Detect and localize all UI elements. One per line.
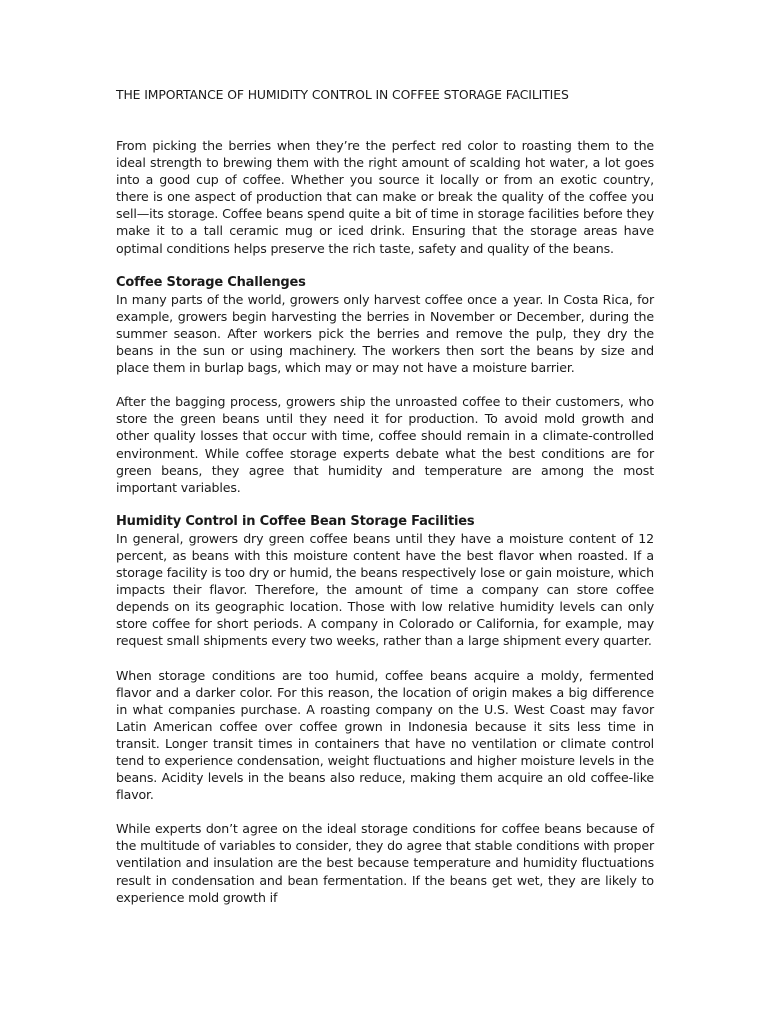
- section-heading-storage-challenges: Coffee Storage Challenges: [116, 274, 306, 290]
- document-title: THE IMPORTANCE OF HUMIDITY CONTROL IN COFFEE STORAGE FACILITIES: [116, 87, 569, 102]
- paragraph-bagging: After the bagging process, growers ship the unroasted coffee to their customers, who store the green beans until they need it for production. To avoid mold growth and other quality losses that occur with time, coffee should remain in a climate-controlled environment. While coffee storage experts debate what the best conditions are for green beans, they agree that humidity and temperature are among the most important variables.: [116, 394, 654, 495]
- paragraph-moisture-content: In general, growers dry green coffee beans until they have a moisture content of 12 percent, as beans with this moisture content have the best flavor when roasted. If a storage facility is too dry or humid, the beans respectively lose or gain moisture, which impacts their flavor. Therefore, the amount of time a company can store coffee depends on its geographic location. Those with low relative humidity levels can only store coffee for short periods. A company in Colorado or California, for example, may request small shipments every two weeks, rather than a large shipment every quarter.: [116, 530, 654, 649]
- document-page: [116, 86, 654, 906]
- paragraph-harvest: In many parts of the world, growers only harvest coffee once a year. In Costa Rica, for example, growers begin harvesting the berries in November or December, during the summer season. After workers pick the berries and remove the pulp, they dry the beans in the sun or using machinery. The workers then sort the beans by size and place them in burlap bags, which may or may not have a moisture barrier.: [116, 291, 654, 376]
- paragraph-humid-conditions: When storage conditions are too humid, coffee beans acquire a moldy, fermented flavor and a darker color. For this reason, the location of origin makes a big difference in what companies purchase. A roasting company on the U.S. West Coast may favor Latin American coffee over coffee grown in Indonesia because it sits less time in transit. Longer transit times in containers that have no ventilation or climate control tend to experience condensation, weight fluctuations and higher moisture levels in the beans. Acidity levels in the beans also reduce, making them acquire an old coffee-like flavor.: [116, 667, 654, 803]
- intro-paragraph: From picking the berries when they’re the perfect red color to roasting them to the ideal strength to brewing them with the right amount of scalding hot water, a lot goes into a good cup of coffee. Whether you source it locally or from an exotic country, there is one aspect of production that can make or break the quality of the coffee you sell—its storage. Coffee beans spend quite a bit of time in storage facilities before they make it to a tall ceramic mug or iced drink. Ensuring that the storage areas have optimal conditions helps preserve the rich taste, safety and quality of the beans.: [116, 138, 654, 256]
- section-heading-humidity-control: Humidity Control in Coffee Bean Storage Facilities: [116, 513, 475, 529]
- paragraph-ideal-conditions: While experts don’t agree on the ideal storage conditions for coffee beans because of the multitude of variables to consider, they do agree that stable conditions with proper ventilation and insulation are the best because temperature and humidity fluctuations result in condensation and bean fermentation. If the beans get wet, they are likely to experience mold growth if: [116, 821, 654, 905]
